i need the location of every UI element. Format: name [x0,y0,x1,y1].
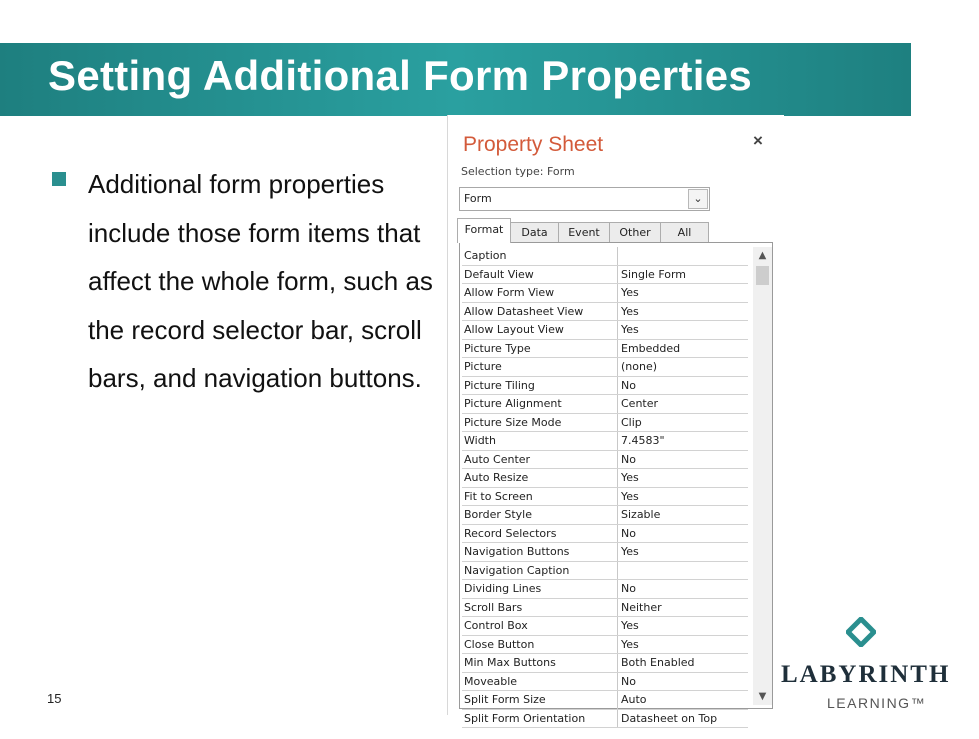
tab-other[interactable]: Other [609,222,661,243]
property-name: Caption [462,247,618,265]
tab-format[interactable]: Format [457,218,511,243]
property-value[interactable]: No [621,452,636,466]
property-name: Border Style [462,506,618,524]
property-value[interactable]: Yes [621,323,639,336]
property-row[interactable] [462,321,748,340]
property-row[interactable] [462,451,748,470]
property-value[interactable]: Embedded [621,341,681,355]
property-row[interactable] [462,266,748,285]
property-value[interactable]: Center [621,397,659,410]
property-name: Navigation Buttons [462,543,618,561]
property-name: Scroll Bars [462,599,618,617]
property-name: Allow Form View [462,284,618,302]
property-row[interactable] [462,562,748,581]
slide-title: Setting Additional Form Properties [48,52,753,99]
property-row[interactable] [462,469,748,488]
property-value[interactable]: No [621,378,636,392]
property-row[interactable] [462,358,748,377]
logo-subtitle: LEARNING™ [827,695,927,711]
property-value[interactable]: Yes [621,489,639,503]
property-name: Picture Type [462,340,618,358]
property-row[interactable] [462,691,748,710]
property-name: Fit to Screen [462,488,618,506]
property-name: Auto Center [462,451,618,469]
property-value[interactable]: Yes [621,545,639,558]
tab-all[interactable]: All [660,222,709,243]
property-value[interactable]: Auto [621,693,647,706]
property-name: Default View [462,266,618,284]
property-name: Allow Datasheet View [462,303,618,321]
scroll-up-icon[interactable]: ▲ [758,250,767,261]
property-name: Min Max Buttons [462,654,618,672]
tab-data[interactable]: Data [510,222,559,243]
property-value[interactable]: Datasheet on Top [621,711,718,725]
property-value[interactable]: Sizable [621,508,661,521]
property-name: Picture Tiling [462,377,618,395]
property-name: Split Form Size [462,691,618,709]
property-value[interactable]: No [621,674,636,688]
property-name: Record Selectors [462,525,618,543]
scroll-down-icon[interactable]: ▼ [758,691,767,702]
property-tabs [457,219,708,243]
property-name: Picture Alignment [462,395,618,413]
property-row[interactable] [462,543,748,562]
property-row[interactable] [462,303,748,322]
bullet-text: Additional form properties include those form items that affect the whole form, such as the record selector bar, scroll bars, and navigation buttons. [88,169,433,393]
property-row[interactable] [462,284,748,303]
property-row[interactable] [462,395,748,414]
property-name: Moveable [462,673,618,691]
property-name: Dividing Lines [462,580,618,598]
chevron-down-icon[interactable]: ⌄ [688,189,708,209]
property-row[interactable] [462,488,748,507]
property-row[interactable] [462,617,748,636]
logo-name: LABYRINTH [781,661,951,688]
property-value[interactable]: Clip [621,415,642,429]
property-row[interactable] [462,710,748,729]
property-row[interactable] [462,414,748,433]
property-name: Close Button [462,636,618,654]
property-row[interactable] [462,673,748,692]
property-rows [462,247,748,728]
selection-dropdown-value: Form [464,192,492,205]
property-sheet-title: Property Sheet [463,133,604,156]
property-name: Picture Size Mode [462,414,618,432]
property-name: Split Form Orientation [462,710,618,728]
property-name: Control Box [462,617,618,635]
selection-type-label: Selection type: Form [461,165,575,178]
property-row[interactable] [462,377,748,396]
diamond-logo-icon [846,617,876,647]
property-value[interactable]: Yes [621,471,639,484]
vertical-scrollbar[interactable] [753,247,772,705]
property-value[interactable]: Yes [621,637,639,651]
property-value[interactable]: Both Enabled [621,656,695,669]
property-value[interactable]: No [621,526,636,540]
property-value[interactable] [618,247,748,265]
tab-event[interactable]: Event [558,222,610,243]
property-row[interactable] [462,636,748,655]
property-value[interactable]: Yes [621,286,639,299]
property-name: Allow Layout View [462,321,618,339]
property-value[interactable]: 7.4583" [621,434,665,447]
property-name: Picture [462,358,618,376]
property-name: Width [462,432,618,450]
property-value[interactable]: Single Form [621,267,687,281]
close-icon[interactable]: × [753,131,763,150]
property-value[interactable]: Yes [621,304,639,318]
property-row[interactable] [462,525,748,544]
property-name: Auto Resize [462,469,618,487]
property-sheet [447,115,784,725]
property-grid [459,242,773,725]
property-row[interactable] [462,599,748,618]
property-name: Navigation Caption [462,562,618,580]
property-row[interactable] [462,506,748,525]
bullet-square-icon [52,172,66,186]
property-value[interactable]: Yes [621,619,639,632]
property-value[interactable]: (none) [621,360,658,373]
property-value[interactable]: Neither [621,600,662,614]
property-value[interactable] [618,562,748,580]
property-row[interactable] [462,340,748,359]
scroll-thumb[interactable] [756,266,769,285]
page-number: 15 [47,691,62,706]
property-row[interactable] [462,580,748,599]
property-row[interactable] [462,654,748,673]
property-row[interactable] [462,247,748,266]
selection-dropdown[interactable] [459,187,710,211]
property-value[interactable]: No [621,582,636,595]
property-row[interactable] [462,432,748,451]
